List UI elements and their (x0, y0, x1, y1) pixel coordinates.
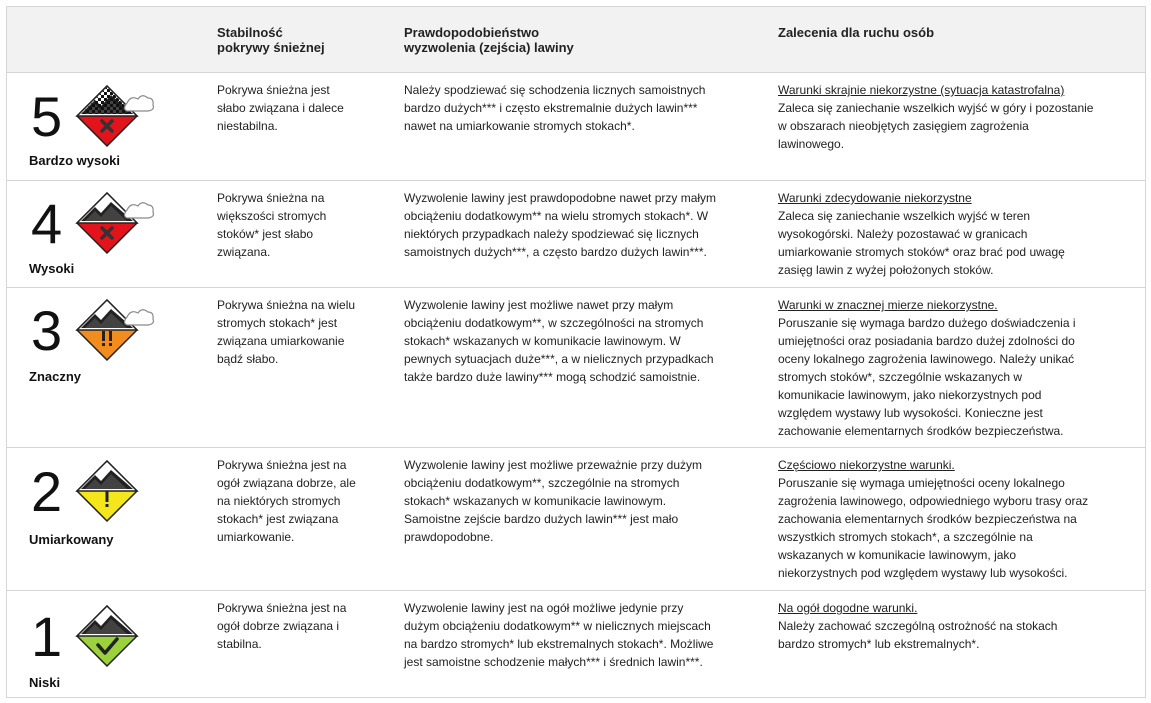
text-line: stokach* wskazanych w komunikacie lawinowym. (404, 494, 667, 508)
danger-level-row (7, 448, 1145, 591)
text-line: Pokrywa śnieżna jest na (217, 601, 347, 615)
avalanche-danger-table (6, 6, 1146, 698)
text-line: komunikacie lawinowym, jako niekorzystnych pod (778, 388, 1042, 402)
header-recommendations-line: Zalecenia dla ruchu osób (778, 25, 935, 40)
text-line: umiarkowanie. (217, 530, 295, 544)
text-line: bardzo stromych* lub ekstremalnych*. (778, 637, 980, 651)
text-line: Zaleca się zaniechanie wszelkich wyjść w góry i pozostanie (778, 101, 1094, 115)
text-line: ogół związana dobrze, ale (217, 476, 356, 490)
danger-level-row (7, 181, 1145, 288)
danger-level-label: Znaczny (29, 369, 82, 384)
text-line: słabo związana i dalece (217, 101, 344, 115)
text-line: ogół dobrze związana i (217, 619, 340, 633)
text-line: Wyzwolenie lawiny jest możliwe przeważnie przy dużym (404, 458, 702, 472)
text-line: niekorzystnych pod względem wystawy lub wysokości. (778, 566, 1068, 580)
text-line: Należy zachować szczególną ostrożność na stokach (778, 619, 1058, 633)
text-line: Wyzwolenie lawiny jest prawdopodobne nawet przy małym (404, 191, 717, 205)
header-stability (217, 25, 377, 55)
text-line: zasięg lawin z wyżej położonych stoków. (778, 263, 994, 277)
text-line: w obszarach nieobjętych zasięgiem zagrożenia (778, 119, 1029, 133)
probability-cell (404, 599, 754, 671)
recommendation-cell (778, 189, 1133, 279)
recommendation-title: Warunki skrajnie niekorzystne (sytuacja katastrofalna) (778, 83, 1065, 97)
text-line: związana. (217, 245, 271, 259)
header-probability (404, 25, 754, 55)
text-line: związana umiarkowanie (217, 334, 345, 348)
text-line: Pokrywa śnieżna jest (217, 83, 330, 97)
danger-2-yellow-exclamation-icon (71, 458, 151, 520)
text-line: stokach* wskazanych w komunikacie lawinowym. W (404, 334, 681, 348)
text-line: niestabilna. (217, 119, 278, 133)
recommendation-cell (778, 296, 1133, 440)
danger-level-badge (29, 458, 165, 526)
text-line: wskazanych w komunikacie lawinowym, jako (778, 548, 1017, 562)
text-line: wszystkich stromych stokach*, a szczególnie na (778, 530, 1033, 544)
danger-level-label: Wysoki (29, 261, 75, 276)
text-line: stoków* jest słabo (217, 227, 314, 241)
danger-level-label: Niski (29, 675, 61, 690)
text-line: Wyzwolenie lawiny jest na ogół możliwe jedynie przy (404, 601, 684, 615)
danger-level-number: 1 (31, 605, 63, 668)
danger-4-red-cross-icon (71, 190, 151, 252)
danger-level-number: 3 (31, 299, 63, 362)
header-stability-line: Stabilność (217, 25, 283, 40)
text-line: zachowania elementarnych środków bezpieczeństwa na (778, 512, 1077, 526)
text-line: także bardzo duże lawiny*** mogą schodzić samoistnie. (404, 370, 701, 384)
table-header-row (7, 7, 1145, 73)
recommendation-title: Na ogół dogodne warunki. (778, 601, 918, 615)
stability-cell (217, 189, 377, 261)
danger-level-row (7, 591, 1145, 699)
recommendation-title: Warunki w znacznej mierze niekorzystne. (778, 298, 998, 312)
header-recommendations (778, 25, 1133, 40)
text-line: Zaleca się zaniechanie wszelkich wyjść w teren (778, 209, 1031, 223)
text-line: obciążeniu dodatkowym**, w szczególności na stromych (404, 316, 704, 330)
danger-level-label: Umiarkowany (29, 532, 114, 547)
text-line: jest samoistne schodzenie małych*** i średnich lawin***. (404, 655, 703, 669)
probability-cell (404, 456, 754, 546)
danger-level-label: Bardzo wysoki (29, 153, 121, 168)
danger-level-number: 4 (31, 192, 63, 255)
danger-5-checkered-red-cross-icon (71, 83, 151, 145)
text-line: Należy spodziewać się schodzenia licznych samoistnych (404, 83, 706, 97)
text-line: umiarkowanie stromych stoków* oraz brać pod uwagę (778, 245, 1065, 259)
danger-3-orange-exclamation-icon (71, 297, 151, 359)
danger-level-badge (29, 297, 165, 365)
text-line: Pokrywa śnieżna na wielu (217, 298, 356, 312)
text-line: względem wystawy lub wysokości. Konieczne jest (778, 406, 1043, 420)
text-line: bardzo dużych*** i często ekstremalnie dużych lawin*** (404, 101, 698, 115)
text-line: pewnych sytuacjach duże***, a w nielicznych przypadkach (404, 352, 714, 366)
recommendation-cell (778, 81, 1133, 153)
text-line: stromych stokach* jest (217, 316, 338, 330)
text-line: obciążeniu dodatkowym**, szczególnie na stromych (404, 476, 680, 490)
text-line: samoistnych dużych***, a często bardzo dużych lawin***. (404, 245, 707, 259)
text-line: zagrożenia lawinowego, odpowiedniego wyboru trasy oraz (778, 494, 1089, 508)
text-line: Wyzwolenie lawiny jest możliwe nawet przy małym (404, 298, 674, 312)
text-line: na niektórych stromych (217, 494, 341, 508)
text-line: Pokrywa śnieżna na (217, 191, 325, 205)
danger-level-badge (29, 603, 165, 671)
danger-1-green-checkmark-icon (71, 603, 151, 665)
text-line: umiejętności oraz posiadania bardzo dużej zdolności do (778, 334, 1075, 348)
danger-level-badge (29, 190, 165, 258)
text-line: lawinowego. (778, 137, 845, 151)
text-line: większości stromych (217, 209, 327, 223)
text-line: nawet na umiarkowanie stromych stokach*. (404, 119, 635, 133)
stability-cell (217, 456, 377, 546)
stability-cell (217, 296, 377, 368)
text-line: dużym obciążeniu dodatkowym** w nielicznych miejscach (404, 619, 711, 633)
header-stability-line: pokrywy śnieżnej (217, 40, 325, 55)
danger-level-badge (29, 83, 165, 151)
text-line: wysokogórski. Należy pozostawać w granicach (778, 227, 1028, 241)
text-line: Poruszanie się wymaga bardzo dużego doświadczenia i (778, 316, 1076, 330)
recommendation-cell (778, 456, 1133, 582)
text-line: Samoistne zejście bardzo dużych lawin*** jest mało (404, 512, 679, 526)
text-line: prawdopodobne. (404, 530, 494, 544)
text-line: stokach* jest związana (217, 512, 339, 526)
text-line: Poruszanie się wymaga umiejętności oceny lokalnego (778, 476, 1065, 490)
text-line: zachowanie elementarnych środków bezpieczeństwa. (778, 424, 1064, 438)
recommendation-title: Warunki zdecydowanie niekorzystne (778, 191, 972, 205)
text-line: na bardzo stromych* lub ekstremalnych stokach*. Możliwe (404, 637, 714, 651)
recommendation-title: Częściowo niekorzystne warunki. (778, 458, 955, 472)
text-line: stromych stoków*, szczególnie wskazanych w (778, 370, 1023, 384)
probability-cell (404, 189, 754, 261)
danger-level-number: 5 (31, 85, 63, 148)
stability-cell (217, 599, 377, 653)
text-line: Pokrywa śnieżna jest na (217, 458, 347, 472)
header-probability-line: Prawdopodobieństwo (404, 25, 540, 40)
danger-level-row (7, 288, 1145, 448)
text-line: niektórych przypadkach należy spodziewać się licznych (404, 227, 699, 241)
text-line: bądź słabo. (217, 352, 279, 366)
danger-level-number: 2 (31, 460, 63, 523)
header-probability-line: wyzwolenia (zejścia) lawiny (404, 40, 574, 55)
text-line: stabilna. (217, 637, 262, 651)
stability-cell (217, 81, 377, 135)
probability-cell (404, 81, 754, 135)
danger-level-row (7, 73, 1145, 181)
probability-cell (404, 296, 754, 386)
recommendation-cell (778, 599, 1133, 653)
text-line: oceny lokalnego zagrożenia lawinowego. Należy unikać (778, 352, 1075, 366)
text-line: obciążeniu dodatkowym** na wielu stromych stokach*. W (404, 209, 709, 223)
